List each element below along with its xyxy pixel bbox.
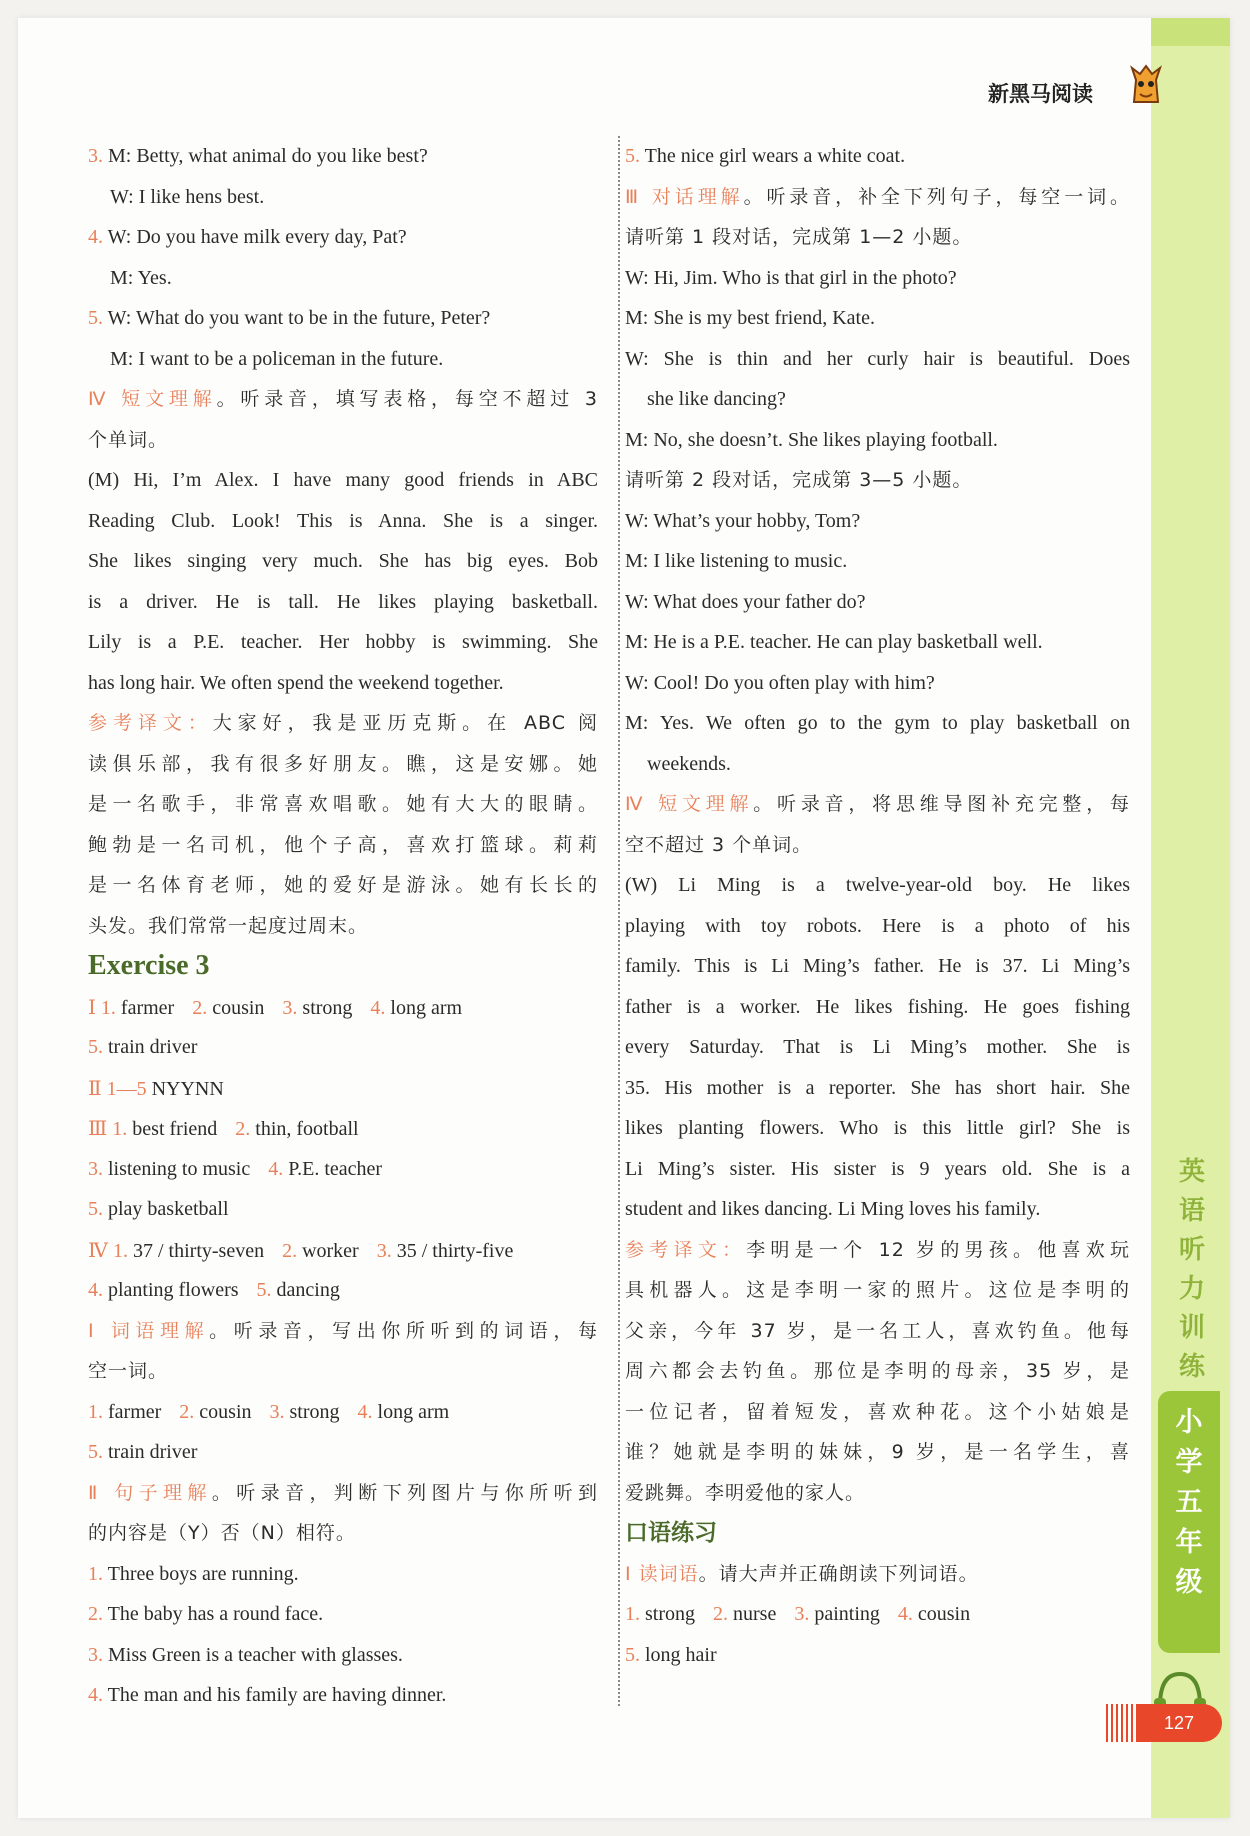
text-line [88,1594,598,1635]
text-line [625,987,1130,1028]
text-line [625,1311,1130,1352]
text-span: 。请大声并正确朗读下列词语。 [698,1562,979,1585]
text-span: train driver [103,1036,198,1058]
item-number: 3. [88,1643,103,1666]
section-tag: Ⅳ 短文理解 [88,388,217,410]
text-line [625,1027,1130,1068]
item-number: 4. [897,1603,913,1625]
item-number: 4. [357,1400,373,1423]
book-page [18,18,1230,1818]
text-line [88,339,598,380]
text-line [625,622,1130,663]
text-span: 头发。我们常常一起度过周末。 [88,914,369,937]
text-span: M: She is my best friend, Kate. [625,307,875,329]
section-tag: Ⅰ 读词语 [625,1562,699,1585]
text-line [625,258,1130,299]
text-span: family. This is Li Ming’s father. He is 37. Li Ming’s [625,955,1130,977]
side-char: 语 [1178,1196,1205,1226]
text-span: W: What do you want to be in the future, Peter? [103,307,491,329]
text-span: (W) Li Ming is a twelve-year-old boy. He likes [625,874,1130,896]
text-line [88,744,598,785]
text-span: cousin [912,1603,971,1625]
text-span: She likes singing very much. She has big eyes. Bob [88,550,598,572]
text-line [625,460,1130,501]
item-number: 1—5 [106,1077,147,1100]
text-span: The baby has a round face. [103,1603,324,1625]
side-grade-label [1168,1403,1210,1603]
side-char: 训 [1178,1313,1205,1343]
text-line [625,1594,1130,1635]
text-line [625,663,1130,704]
text-span: has long hair. We often spend the weekend together. [88,671,504,694]
text-line [88,379,598,420]
item-number: 5. [625,145,640,167]
text-line [625,541,1130,582]
item-number: 5. [625,1643,640,1666]
text-span: dancing [271,1279,340,1301]
item-number: 3. [269,1400,285,1423]
text-line [625,1149,1130,1190]
item-number: 5. [88,1036,103,1058]
item-number: 2. [179,1400,195,1423]
text-line [88,1513,598,1554]
text-span: Reading Club. Look! This is Anna. She is a singer. [88,509,598,532]
text-span: 个单词。 [88,428,169,451]
text-span: strong [284,1400,340,1423]
text-line [625,865,1130,906]
text-line [88,1675,598,1716]
section-tag: Ⅳ 短文理解 [625,793,754,815]
brand-header [988,78,1128,118]
text-span: worker [297,1239,359,1262]
side-char: 英 [1178,1157,1205,1187]
text-line [625,744,1130,785]
text-line [88,1068,598,1109]
text-span: Lily is a P.E. teacher. Her hobby is swimming. She [88,631,598,653]
text-span: thin, football [250,1118,359,1140]
text-span: long hair [640,1643,717,1666]
item-number: 5. [88,1441,103,1463]
text-span: 是一名体育老师，她的爱好是游泳。她有长长的 [88,874,598,896]
text-span: 。听录音，将思维导图补充完整，每 [753,793,1130,815]
section-numeral: Ⅰ [88,994,96,1019]
item-number: 4. [88,1279,103,1301]
item-number: 4. [268,1157,284,1180]
section-numeral: Ⅲ [88,1116,108,1140]
text-line [625,1270,1130,1311]
section-numeral: Ⅳ [88,1237,108,1262]
text-span: W: What does your father do? [625,590,866,613]
item-number: 4. [88,1684,103,1706]
text-line [88,1635,598,1676]
side-char: 学 [1175,1447,1203,1478]
text-span: M: Yes. We often go to the gym to play basketball on [625,712,1130,734]
item-number: 3. [88,1157,103,1180]
text-span: nurse [728,1603,777,1625]
text-span: 周六都会去钓鱼。那位是李明的母亲，35 岁，是 [625,1360,1130,1382]
section-tag: 参考译文： [88,712,213,734]
text-span: 李明是一个 12 岁的男孩。他喜欢玩 [746,1238,1130,1261]
text-span: 口语练习 [625,1520,717,1546]
text-span: playing with toy robots. Here is a photo of his [625,914,1130,937]
text-line [88,1149,598,1190]
text-span: 父亲，今年 37 岁，是一名工人，喜欢钓鱼。他每 [625,1319,1130,1342]
text-line [625,1351,1130,1392]
text-span: every Saturday. That is Li Ming’s mother. She is [625,1036,1130,1058]
text-span: The man and his family are having dinner. [103,1684,447,1706]
text-line [625,1108,1130,1149]
item-number: 1. [112,1239,128,1262]
text-line [625,1189,1130,1230]
text-line [625,703,1130,744]
item-number: 5. [88,1198,103,1220]
item-number: 2. [282,1239,298,1262]
text-span: cousin [194,1400,252,1423]
text-span: 的内容是（Y）否（N）相符。 [88,1522,356,1544]
side-char: 级 [1175,1567,1203,1598]
text-span: train driver [103,1441,198,1463]
section-tag: 参考译文： [625,1238,747,1261]
text-span: 空一词。 [88,1360,169,1382]
item-number: 3. [282,996,298,1019]
text-line [88,1230,598,1271]
text-span: Li Ming’s sister. His sister is 9 years old. She is a [625,1157,1130,1180]
text-line [625,906,1130,947]
page-number-stripes [1106,1704,1140,1742]
text-span: best friend [127,1118,218,1140]
text-span: M: I want to be a policeman in the future. [110,347,444,370]
text-line [88,177,598,218]
text-span: listening to music [103,1157,251,1180]
text-span: play basketball [103,1198,229,1220]
text-line [625,825,1130,866]
side-char: 听 [1178,1235,1205,1265]
left-column [88,136,598,1716]
text-span: long arm [385,996,463,1019]
text-span: M: I like listening to music. [625,550,848,572]
side-char: 年 [1175,1527,1203,1558]
text-span: farmer [103,1400,162,1423]
text-span: father is a worker. He likes fishing. He goes fishing [625,995,1130,1018]
side-char: 小 [1175,1407,1203,1438]
text-span: 空不超过 3 个单词。 [625,833,813,856]
text-line [88,541,598,582]
text-span: Exercise 3 [88,950,210,981]
text-span: 。听录音，补全下列句子，每空一词。 [743,185,1130,208]
text-line [88,460,598,501]
item-number: 3. [88,145,103,167]
text-line [88,258,598,299]
text-line [88,1473,598,1514]
text-span: 一位记者，留着短发，喜欢种花。这个小姑娘是 [625,1400,1130,1423]
text-line [88,622,598,663]
text-line [88,1554,598,1595]
column-divider [618,136,620,1706]
text-line [625,1432,1130,1473]
text-span: long arm [372,1400,450,1423]
text-line [88,1351,598,1392]
text-span: The nice girl wears a white coat. [640,145,906,167]
text-span: 鲍勃是一名司机，他个子高，喜欢打篮球。莉莉 [88,833,598,856]
text-line [625,946,1130,987]
text-line [625,1068,1130,1109]
text-span: NYYNN [146,1077,224,1100]
text-span: 爱跳舞。李明爱他的家人。 [625,1481,866,1504]
item-number: 5. [88,307,103,329]
page-number: 127 [1136,1704,1222,1742]
horse-logo-icon [1126,62,1166,106]
text-span: 谁？她就是李明的妹妹，9 岁，是一名学生，喜 [625,1441,1130,1463]
item-number: 1. [88,1400,103,1423]
text-line [88,1108,598,1149]
text-line [88,501,598,542]
text-line [88,703,598,744]
text-line [88,136,598,177]
text-span: 读俱乐部，我有很多好朋友。瞧，这是安娜。她 [88,752,598,775]
side-char: 练 [1178,1352,1205,1382]
item-number: 4. [370,996,386,1019]
text-span: 35 / thirty-five [391,1239,514,1262]
text-span: farmer [115,996,175,1019]
text-span: (M) Hi, I’m Alex. I have many good friends in ABC [88,469,598,491]
text-line [88,987,598,1028]
text-line [625,339,1130,380]
section-title [88,946,598,987]
text-span: W: Do you have milk every day, Pat? [103,226,407,248]
section-numeral: Ⅱ [88,1075,102,1100]
text-span: W: I like hens best. [110,185,265,208]
side-char: 力 [1178,1274,1205,1304]
item-number: 1. [100,996,116,1019]
item-number: 3. [376,1239,392,1262]
text-span: M: Betty, what animal do you like best? [103,145,428,167]
text-span: 。听录音，填写表格，每空不超过 3 [216,388,598,410]
text-span: Miss Green is a teacher with glasses. [103,1643,403,1666]
text-span: painting [809,1603,880,1625]
text-span: W: Cool! Do you often play with him? [625,671,935,694]
text-span: P.E. teacher [283,1157,383,1180]
text-line [88,1027,598,1068]
text-span: 35. His mother is a reporter. She has short hair. She [625,1076,1130,1099]
text-line [625,136,1130,177]
text-span: 。听录音，写出你所听到的词语，每 [209,1319,598,1342]
text-line [88,420,598,461]
item-number: 2. [192,996,208,1019]
side-subject-label [1171,1153,1213,1387]
text-line [625,784,1130,825]
text-line [88,1311,598,1352]
text-span: 请听第 2 段对话，完成第 3—5 小题。 [625,469,973,491]
text-span: M: He is a P.E. teacher. He can play basketball well. [625,631,1043,653]
section-tag: Ⅲ 对话理解 [625,185,744,208]
text-line [625,177,1130,218]
text-span: student and likes dancing. Li Ming loves his family. [625,1198,1041,1220]
section-tag: Ⅱ 句子理解 [88,1481,212,1504]
item-number: 4. [88,226,103,248]
text-span: 是一名歌手，非常喜欢唱歌。她有大大的眼睛。 [88,793,598,815]
text-line [88,298,598,339]
text-line [88,906,598,947]
text-line [625,379,1130,420]
text-span: planting flowers [103,1279,239,1301]
text-line [625,420,1130,461]
text-span: strong [297,996,353,1019]
text-span: 。听录音，判断下列图片与你所听到 [211,1481,598,1504]
text-span: W: Hi, Jim. Who is that girl in the photo? [625,266,957,289]
text-line [88,1392,598,1433]
text-line [88,663,598,704]
text-line [88,825,598,866]
text-span: 37 / thirty-seven [127,1239,265,1262]
brand-title: 新黑马阅读 [988,82,1093,106]
text-line [625,298,1130,339]
text-span: Three boys are running. [103,1562,299,1585]
side-char: 五 [1175,1487,1203,1518]
text-line [88,1270,598,1311]
item-number: 2. [235,1118,251,1140]
item-number: 3. [794,1603,810,1625]
text-line [88,1432,598,1473]
item-number: 1. [112,1118,128,1140]
text-span: is a driver. He is tall. He likes playing basketball. [88,590,598,613]
text-span: M: Yes. [110,266,172,289]
text-line [625,1554,1130,1595]
text-span: likes planting flowers. Who is this little girl? She is [625,1117,1130,1139]
section-tag: Ⅰ 词语理解 [88,1319,210,1342]
text-line [625,582,1130,623]
text-span: 大家好，我是亚历克斯。在 ABC 阅 [212,712,598,734]
text-line [625,1392,1130,1433]
text-span: weekends. [647,752,731,775]
text-line [625,1635,1130,1676]
text-span: 请听第 1 段对话，完成第 1—2 小题。 [625,226,973,248]
right-column [625,136,1130,1675]
item-number: 1. [625,1603,640,1625]
text-line [88,784,598,825]
text-span: strong [640,1603,695,1625]
text-line [625,501,1130,542]
text-line [88,217,598,258]
text-line [88,582,598,623]
side-band-top [1151,18,1230,46]
item-number: 1. [88,1562,103,1585]
text-line [625,217,1130,258]
text-span: M: No, she doesn’t. She likes playing football. [625,428,998,451]
section-title [625,1513,1130,1554]
item-number: 2. [88,1603,103,1625]
text-line [88,1189,598,1230]
text-span: 具机器人。这是李明一家的照片。这位是李明的 [625,1279,1130,1301]
text-span: cousin [207,996,265,1019]
text-span: W: She is thin and her curly hair is beautiful. Does [625,347,1130,370]
text-span: she like dancing? [647,388,786,410]
text-line [625,1230,1130,1271]
text-line [88,865,598,906]
item-number: 5. [256,1279,272,1301]
text-span: W: What’s your hobby, Tom? [625,509,861,532]
item-number: 2. [713,1603,728,1625]
text-line [625,1473,1130,1514]
